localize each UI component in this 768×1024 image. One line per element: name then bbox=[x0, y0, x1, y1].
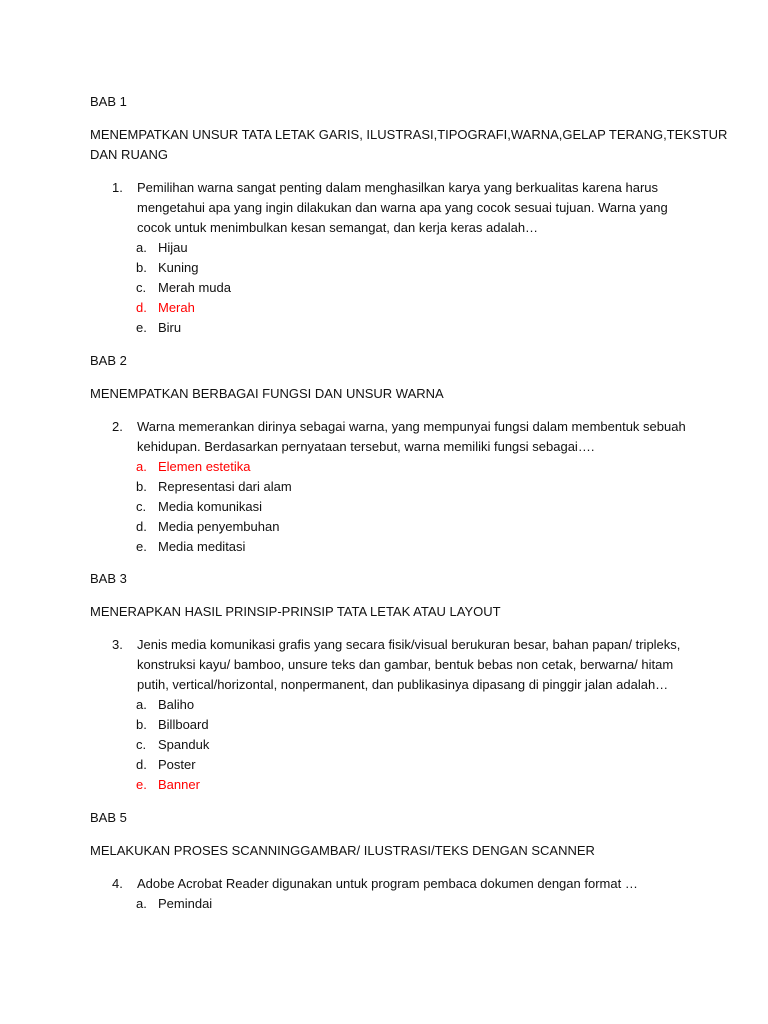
option-letter: b. bbox=[136, 717, 147, 732]
option-a bbox=[136, 894, 212, 914]
option-letter: b. bbox=[136, 479, 147, 494]
option-letter: a. bbox=[136, 697, 147, 712]
question-4-text-line-1: Adobe Acrobat Reader digunakan untuk program pembaca dokumen dengan format … bbox=[137, 876, 638, 891]
option-text: Media meditasi bbox=[158, 539, 246, 554]
option-text: Media komunikasi bbox=[158, 499, 263, 514]
option-text: Spanduk bbox=[158, 737, 210, 752]
option-letter: e. bbox=[136, 320, 147, 335]
question-3 bbox=[112, 635, 136, 655]
option-letter: c. bbox=[136, 499, 147, 514]
option-a bbox=[136, 695, 194, 715]
option-e bbox=[136, 318, 181, 338]
option-c bbox=[136, 735, 209, 755]
chapter-label: BAB 2 bbox=[90, 353, 127, 368]
option-letter: c. bbox=[136, 737, 147, 752]
option-a bbox=[136, 238, 188, 258]
chapter-label: BAB 3 bbox=[90, 571, 127, 586]
chapter-heading: MELAKUKAN PROSES SCANNINGGAMBAR/ ILUSTRASI/TEKS DENGAN SCANNER bbox=[90, 843, 595, 858]
option-text: Representasi dari alam bbox=[158, 479, 292, 494]
option-b bbox=[136, 258, 198, 278]
question-1-text-line-1: Pemilihan warna sangat penting dalam menghasilkan karya yang berkualitas karena harus bbox=[137, 180, 659, 195]
option-text: Merah bbox=[158, 300, 195, 315]
chapter-heading-line-2: DAN RUANG bbox=[90, 147, 169, 162]
option-text: Poster bbox=[158, 757, 196, 772]
option-letter: e. bbox=[136, 777, 147, 792]
option-letter: d. bbox=[136, 757, 147, 772]
question-1-text-line-2: mengetahui apa yang ingin dilakukan dan warna apa yang cocok sesuai tujuan. Warna yang bbox=[137, 200, 668, 215]
option-e-correct-answer bbox=[136, 775, 200, 795]
chapter-label: BAB 5 bbox=[90, 810, 127, 825]
option-a-correct-answer bbox=[136, 457, 251, 477]
question-1 bbox=[112, 178, 136, 198]
option-text: Pemindai bbox=[158, 896, 213, 911]
option-text: Banner bbox=[158, 777, 200, 792]
option-letter: e. bbox=[136, 539, 147, 554]
question-2-text-line-1: Warna memerankan dirinya sebagai warna, yang mempunyai fungsi dalam membentuk sebuah bbox=[137, 419, 686, 434]
option-e bbox=[136, 537, 245, 557]
option-d bbox=[136, 517, 279, 537]
chapter-heading-line-1: MENEMPATKAN UNSUR TATA LETAK GARIS, ILUSTRASI,TIPOGRAFI,WARNA,GELAP TERANG,TEKSTUR bbox=[90, 127, 728, 142]
option-text: Billboard bbox=[158, 717, 209, 732]
option-text: Biru bbox=[158, 320, 182, 335]
option-text: Hijau bbox=[158, 240, 188, 255]
question-number: 1. bbox=[112, 180, 123, 195]
option-c bbox=[136, 497, 262, 517]
option-letter: c. bbox=[136, 280, 147, 295]
option-b bbox=[136, 477, 292, 497]
option-text: Media penyembuhan bbox=[158, 519, 280, 534]
option-letter: a. bbox=[136, 459, 147, 474]
option-letter: a. bbox=[136, 896, 147, 911]
option-letter: a. bbox=[136, 240, 147, 255]
chapter-heading: MENERAPKAN HASIL PRINSIP-PRINSIP TATA LETAK ATAU LAYOUT bbox=[90, 604, 501, 619]
option-letter: b. bbox=[136, 260, 147, 275]
chapter-heading: MENEMPATKAN BERBAGAI FUNGSI DAN UNSUR WARNA bbox=[90, 386, 444, 401]
option-b bbox=[136, 715, 209, 735]
question-2 bbox=[112, 417, 136, 437]
question-2-text-line-2: kehidupan. Berdasarkan pernyataan tersebut, warna memiliki fungsi sebagai…. bbox=[137, 439, 595, 454]
option-text: Merah muda bbox=[158, 280, 231, 295]
chapter-label: BAB 1 bbox=[90, 94, 127, 109]
option-c bbox=[136, 278, 231, 298]
question-number: 3. bbox=[112, 637, 123, 652]
question-4 bbox=[112, 874, 136, 894]
question-number: 4. bbox=[112, 876, 123, 891]
question-number: 2. bbox=[112, 419, 123, 434]
option-d-correct-answer bbox=[136, 298, 195, 318]
question-3-text-line-3: putih, vertical/horizontal, nonpermanent, dan publikasinya dipasang di pinggir jalan adalah… bbox=[137, 677, 669, 692]
question-3-text-line-1: Jenis media komunikasi grafis yang secara fisik/visual berukuran besar, bahan papan/ tripleks, bbox=[137, 637, 681, 652]
option-d bbox=[136, 755, 196, 775]
option-text: Baliho bbox=[158, 697, 195, 712]
option-text: Elemen estetika bbox=[158, 459, 251, 474]
question-3-text-line-2: konstruksi kayu/ bamboo, unsure teks dan gambar, bentuk bebas non cetak, berwarna/ hitam bbox=[137, 657, 674, 672]
option-letter: d. bbox=[136, 519, 147, 534]
question-1-text-line-3: cocok untuk menimbulkan kesan semangat, dan kerja keras adalah… bbox=[137, 220, 539, 235]
option-letter: d. bbox=[136, 300, 147, 315]
option-text: Kuning bbox=[158, 260, 199, 275]
